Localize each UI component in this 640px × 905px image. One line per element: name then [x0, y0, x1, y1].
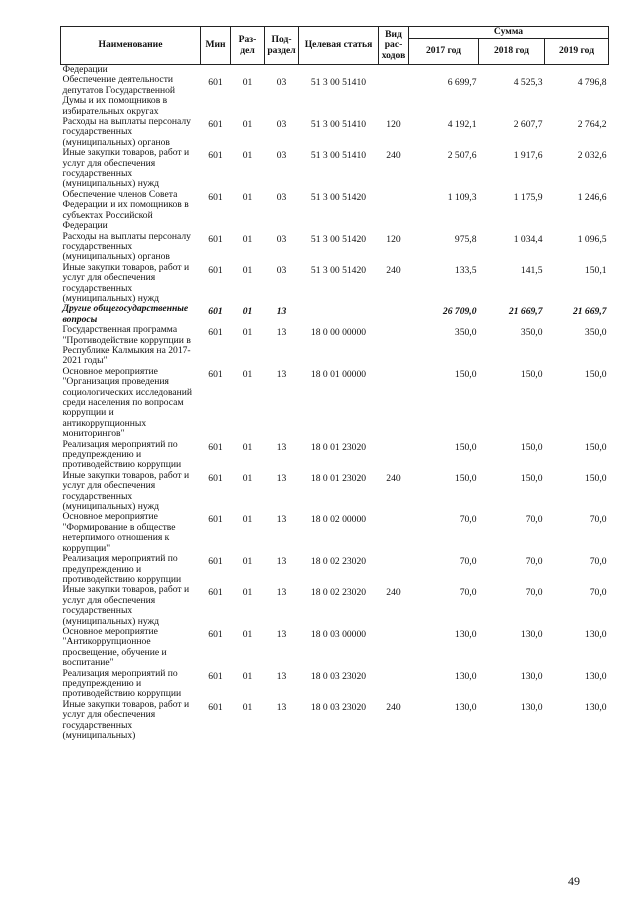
- table-row: [61, 263, 609, 305]
- row-sum-2019: 1 096,5: [577, 233, 607, 245]
- row-sum-2019: 150,0: [584, 441, 607, 453]
- row-podrazdel: 03: [276, 264, 287, 276]
- row-sum-2017: 150,0: [454, 472, 477, 484]
- row-sum-2017: 26 709,0: [442, 306, 477, 318]
- row-vid: 120: [386, 233, 401, 245]
- row-target: 18 0 02 00000: [310, 514, 367, 526]
- row-podrazdel: 13: [276, 514, 287, 526]
- table-row: [61, 75, 609, 117]
- row-name: Иные закупки товаров, работ и услуг для обеспечения государственных (муниципальных) нужд: [62, 584, 190, 627]
- row-razdel: 01: [242, 191, 253, 203]
- row-sum-2018: 150,0: [520, 441, 543, 453]
- table-row: [61, 585, 609, 627]
- header-razdel: Раз-дел: [231, 27, 265, 65]
- row-target: 51 3 00 51410: [310, 77, 367, 89]
- page-number: 49: [568, 874, 580, 888]
- row-podrazdel: 13: [276, 556, 287, 568]
- row-sum-2019: 130,0: [584, 628, 607, 640]
- row-sum-2017: 975,8: [454, 233, 477, 245]
- header-podrazdel: Под-раздел: [265, 27, 299, 65]
- row-vid: [379, 367, 409, 440]
- table-row: [61, 148, 609, 190]
- table-row: [61, 512, 609, 554]
- row-sum-2019: 70,0: [589, 514, 607, 526]
- row-vid: [379, 65, 409, 76]
- row-target: 18 0 02 23020: [310, 587, 367, 599]
- row-target: [299, 304, 379, 325]
- row-sum-2018: 130,0: [520, 670, 543, 682]
- row-sum-2019: 2 032,6: [577, 150, 607, 162]
- row-vid: 240: [386, 701, 401, 713]
- row-vid: [379, 75, 409, 117]
- table-body: [61, 65, 609, 742]
- row-sum-2018: 130,0: [520, 701, 543, 713]
- row-vid: [379, 190, 409, 232]
- header-sum: Сумма: [409, 27, 609, 39]
- row-sum-2019: 70,0: [589, 556, 607, 568]
- table-row: [61, 554, 609, 585]
- header-2019: 2019 год: [545, 39, 609, 65]
- row-target: 18 0 03 00000: [310, 628, 367, 640]
- row-sum-2017: 6 699,7: [447, 77, 477, 89]
- row-min: 601: [208, 472, 223, 484]
- row-razdel: [231, 65, 265, 76]
- row-min: 601: [208, 306, 223, 318]
- row-vid: [379, 627, 409, 669]
- row-podrazdel: 13: [276, 628, 287, 640]
- row-min: 601: [208, 514, 223, 526]
- row-name: Иные закупки товаров, работ и услуг для обеспечения государственных (муниципальных) нужд: [62, 261, 190, 304]
- row-name: Иные закупки товаров, работ и услуг для обеспечения государственных (муниципальных) нужд: [62, 147, 190, 190]
- budget-table: [60, 26, 609, 741]
- row-sum-2017: 2 507,6: [447, 150, 477, 162]
- row-podrazdel: 03: [276, 150, 287, 162]
- row-min: 601: [208, 670, 223, 682]
- row-podrazdel: 13: [276, 368, 287, 380]
- row-podrazdel: 03: [276, 77, 287, 89]
- row-razdel: 01: [242, 233, 253, 245]
- row-sum-2018: 150,0: [520, 368, 543, 380]
- row-min: 601: [208, 77, 223, 89]
- row-sum-2019: 130,0: [584, 670, 607, 682]
- row-name: Основное мероприятие "Формирование в обществе нетерпимого отношения к коррупции": [62, 511, 176, 554]
- row-podrazdel: 13: [276, 587, 287, 599]
- row-name: Государственная программа "Противодействие коррупции в Республике Калмыкия на 2017-2021 годы": [62, 324, 191, 367]
- row-podrazdel: 03: [276, 191, 287, 203]
- row-razdel: 01: [242, 77, 253, 89]
- row-sum-2017: 130,0: [454, 701, 477, 713]
- row-sum-2017: 70,0: [459, 514, 477, 526]
- row-sum-2019: 4 796,8: [577, 77, 607, 89]
- row-sum-2017: 150,0: [454, 441, 477, 453]
- row-razdel: 01: [242, 628, 253, 640]
- row-razdel: 01: [242, 441, 253, 453]
- row-vid: [379, 325, 409, 367]
- row-name: Основное мероприятие "Организация проведения социологических исследований среди населения по вопросам коррупции и антикоррупционных мониторингов": [62, 365, 193, 440]
- row-target: 51 3 00 51410: [310, 150, 367, 162]
- table-row: [61, 471, 609, 513]
- row-sum-2019: 1 246,6: [577, 191, 607, 203]
- row-min: 601: [208, 233, 223, 245]
- row-min: [201, 65, 231, 76]
- row-target: 18 0 03 23020: [310, 701, 367, 713]
- row-sum-2017: 130,0: [454, 670, 477, 682]
- row-sum-2017: 130,0: [454, 628, 477, 640]
- row-name: Реализация мероприятий по предупреждению и противодействию коррупции: [62, 438, 182, 471]
- row-razdel: 01: [242, 556, 253, 568]
- row-name: Обеспечение деятельности депутатов Государственной Думы и их помощников в избирательных округах: [62, 74, 176, 117]
- row-razdel: 01: [242, 368, 253, 380]
- row-sum-2018: 70,0: [525, 587, 543, 599]
- row-vid: [379, 512, 409, 554]
- row-vid: 240: [386, 587, 401, 599]
- row-min: 601: [208, 628, 223, 640]
- row-podrazdel: 13: [276, 327, 287, 339]
- row-sum-2018: 4 525,3: [513, 77, 543, 89]
- table-row: [61, 325, 609, 367]
- row-vid: [379, 304, 409, 325]
- table-row: [61, 440, 609, 471]
- row-razdel: 01: [242, 670, 253, 682]
- row-razdel: 01: [242, 587, 253, 599]
- row-name: Расходы на выплаты персоналу государственных (муниципальных) органов: [62, 230, 191, 263]
- row-name: Реализация мероприятий по предупреждению и противодействию коррупции: [62, 667, 182, 700]
- row-target: [299, 65, 379, 76]
- header-target: Целевая статья: [299, 27, 379, 65]
- row-min: 601: [208, 191, 223, 203]
- row-vid: 120: [386, 119, 401, 131]
- row-razdel: 01: [242, 119, 253, 131]
- row-target: 18 0 00 00000: [310, 327, 367, 339]
- row-podrazdel: 13: [276, 472, 287, 484]
- row-name: Расходы на выплаты персоналу государственных (муниципальных) органов: [62, 116, 191, 148]
- header-vid: Вид рас-ходов: [379, 27, 409, 65]
- row-podrazdel: 13: [276, 670, 287, 682]
- row-sum-2018: 2 607,7: [513, 119, 543, 131]
- row-razdel: 01: [242, 150, 253, 162]
- row-sum-2019: 150,0: [584, 472, 607, 484]
- row-min: 601: [208, 556, 223, 568]
- row-target: 51 3 00 51420: [310, 264, 367, 276]
- row-vid: 240: [386, 264, 401, 276]
- table-row: [61, 304, 609, 325]
- row-sum-2018: 1 917,6: [513, 150, 543, 162]
- row-sum-2017: 70,0: [459, 556, 477, 568]
- row-podrazdel: 13: [276, 701, 287, 713]
- row-podrazdel: 03: [276, 233, 287, 245]
- row-target: 18 0 03 23020: [310, 670, 367, 682]
- row-podrazdel: [265, 65, 299, 76]
- table-row: [61, 627, 609, 669]
- row-razdel: 01: [242, 327, 253, 339]
- row-razdel: 01: [242, 264, 253, 276]
- row-min: 601: [208, 264, 223, 276]
- row-sum-2019: [545, 65, 609, 76]
- table-header: [61, 27, 609, 65]
- row-sum-2017: [409, 65, 479, 76]
- row-target: 51 3 00 51410: [310, 119, 367, 131]
- row-sum-2018: 21 669,7: [508, 306, 543, 318]
- row-target: 51 3 00 51420: [310, 233, 367, 245]
- row-name: Обеспечение членов Совета Федерации и их помощников в субъектах Российской Федерации: [62, 188, 189, 232]
- row-target: 51 3 00 51420: [310, 191, 367, 203]
- row-min: 601: [208, 368, 223, 380]
- table-row: [61, 190, 609, 232]
- row-min: 601: [208, 327, 223, 339]
- row-sum-2017: 1 109,3: [447, 191, 477, 203]
- row-sum-2017: 350,0: [454, 327, 477, 339]
- row-sum-2019: 350,0: [584, 327, 607, 339]
- row-min: 601: [208, 701, 223, 713]
- row-target: 18 0 01 23020: [310, 472, 367, 484]
- row-sum-2018: 130,0: [520, 628, 543, 640]
- row-podrazdel: 13: [276, 306, 287, 318]
- row-target: 18 0 02 23020: [310, 556, 367, 568]
- row-razdel: 01: [242, 701, 253, 713]
- row-sum-2017: 150,0: [454, 368, 477, 380]
- table-row: [61, 700, 609, 742]
- header-name: Наименование: [61, 27, 201, 65]
- row-min: 601: [208, 587, 223, 599]
- row-sum-2017: 133,5: [454, 264, 477, 276]
- row-sum-2018: 70,0: [525, 514, 543, 526]
- row-vid: [379, 554, 409, 585]
- row-razdel: 01: [242, 514, 253, 526]
- row-vid: [379, 669, 409, 700]
- row-sum-2018: 150,0: [520, 472, 543, 484]
- row-sum-2017: 70,0: [459, 587, 477, 599]
- row-name: Иные закупки товаров, работ и услуг для обеспечения государственных (муниципальных): [62, 698, 190, 741]
- row-sum-2018: [479, 65, 545, 76]
- row-min: 601: [208, 441, 223, 453]
- row-sum-2019: 2 764,2: [577, 119, 607, 131]
- row-sum-2019: 150,0: [584, 368, 607, 380]
- row-sum-2019: 150,1: [584, 264, 607, 276]
- row-razdel: 01: [242, 306, 253, 318]
- row-target: 18 0 01 00000: [310, 368, 367, 380]
- row-sum-2019: 130,0: [584, 701, 607, 713]
- row-name: Реализация мероприятий по предупреждению и противодействию коррупции: [62, 553, 182, 585]
- row-name: Другие общегосударственные вопросы: [62, 303, 189, 325]
- table-row: [61, 367, 609, 440]
- header-2018: 2018 год: [479, 39, 545, 65]
- row-sum-2018: 1 175,9: [513, 191, 543, 203]
- row-vid: [379, 440, 409, 471]
- table-row: [61, 669, 609, 700]
- row-razdel: 01: [242, 472, 253, 484]
- row-podrazdel: 13: [276, 441, 287, 453]
- row-target: 18 0 01 23020: [310, 441, 367, 453]
- row-name: Основное мероприятие "Антикоррупционное просвещение, обучение и воспитание": [62, 625, 167, 669]
- row-min: 601: [208, 150, 223, 162]
- row-sum-2019: 21 669,7: [572, 306, 607, 318]
- header-2017: 2017 год: [409, 39, 479, 65]
- row-sum-2018: 141,5: [520, 264, 543, 276]
- row-sum-2018: 1 034,4: [513, 233, 543, 245]
- row-vid: 240: [386, 472, 401, 484]
- row-sum-2019: 70,0: [589, 587, 607, 599]
- row-sum-2018: 70,0: [525, 556, 543, 568]
- row-name: Федерации: [62, 64, 108, 75]
- row-podrazdel: 03: [276, 119, 287, 131]
- row-sum-2018: 350,0: [520, 327, 543, 339]
- table-row: [61, 232, 609, 263]
- row-min: 601: [208, 119, 223, 131]
- row-sum-2017: 4 192,1: [447, 119, 477, 131]
- table-row: [61, 117, 609, 148]
- header-min: Мин: [201, 27, 231, 65]
- row-name: Иные закупки товаров, работ и услуг для обеспечения государственных (муниципальных) нужд: [62, 469, 190, 513]
- row-vid: 240: [386, 150, 401, 162]
